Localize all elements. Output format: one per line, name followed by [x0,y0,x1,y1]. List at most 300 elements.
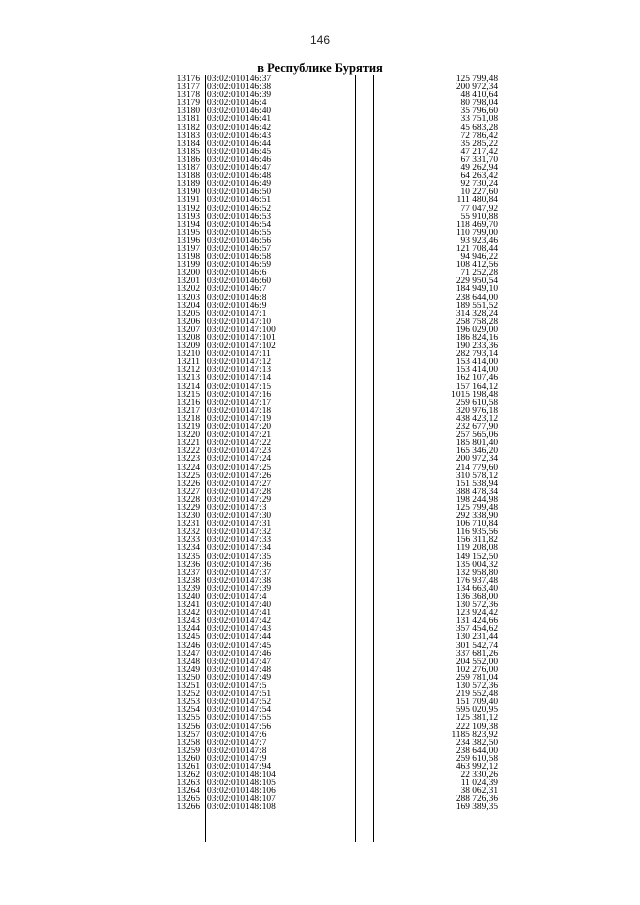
cadastral-value: 438 423,12 [455,414,498,424]
table-row [150,391,500,399]
cadastral-number: 03:02:010147:26 [207,471,272,480]
cadastral-number: 03:02:010146:9 [207,301,267,310]
row-number: 13223 [176,455,200,464]
cadastral-number: 03:02:010146:42 [207,123,272,132]
table-row [150,658,500,666]
row-number: 13204 [176,301,200,310]
cadastral-number: 03:02:010146:46 [207,155,272,165]
cadastral-value: 130 572,36 [455,682,498,691]
page-number: 146 [309,33,331,47]
cadastral-value: 45 683,28 [460,123,498,132]
cadastral-number: 03:02:010147:44 [207,633,272,642]
cadastral-number: 03:02:010147:27 [207,479,272,488]
row-number: 13179 [176,99,200,108]
cadastral-value: 130 231,44 [455,633,498,642]
row-number: 13249 [176,665,200,674]
row-number: 13265 [176,795,200,804]
table-row [150,779,500,787]
row-number: 13266 [176,803,200,812]
cadastral-number: 03:02:010147:101 [207,334,276,343]
row-number: 13198 [176,253,200,262]
row-number: 13231 [176,520,200,529]
row-number: 13193 [176,212,200,221]
cadastral-number: 03:02:010146:54 [207,220,272,229]
cadastral-value: 222 109,38 [455,722,498,731]
row-number: 13181 [176,115,200,124]
cadastral-value: 132 958,80 [455,568,498,577]
cadastral-number: 03:02:010147:5 [207,682,267,691]
table-row [150,528,500,536]
cadastral-table [150,75,500,842]
table-row [150,601,500,609]
cadastral-number: 03:02:010147:38 [207,576,272,585]
table-row [150,706,500,714]
cadastral-value: 77 047,92 [460,204,498,213]
cadastral-value: 196 029,00 [455,325,498,334]
row-number: 13187 [176,164,200,173]
cadastral-number: 03:02:010146:44 [207,139,272,148]
table-row [150,488,500,496]
row-number: 13234 [176,544,200,553]
cadastral-value: 71 252,28 [460,269,498,278]
cadastral-number: 03:02:010147:19 [207,414,272,424]
cadastral-number: 03:02:010146:60 [207,277,272,286]
cadastral-value: 111 480,84 [456,196,498,205]
cadastral-value: 238 644,00 [455,293,498,302]
cadastral-value: 185 801,40 [455,439,498,448]
cadastral-number: 03:02:010147:9 [207,754,267,763]
row-number: 13233 [176,536,200,545]
table-row [150,795,500,803]
table-row [150,261,500,269]
cadastral-number: 03:02:010146:6 [207,269,267,278]
row-number: 13206 [176,317,200,326]
table-row [150,431,500,439]
cadastral-number: 03:02:010147:40 [207,601,272,610]
row-number: 13196 [176,236,200,245]
table-row [150,698,500,706]
cadastral-value: 314 328,24 [455,309,498,318]
cadastral-number: 03:02:010146:43 [207,131,272,140]
cadastral-number: 03:02:010146:57 [207,244,272,254]
row-number: 13214 [176,382,200,391]
cadastral-number: 03:02:010147:4 [207,593,267,602]
cadastral-number: 03:02:010146:45 [207,147,272,156]
cadastral-value: 125 799,48 [455,75,498,84]
region-title: в Республике Бурятия [257,61,383,75]
table-row [150,318,500,326]
cadastral-value: 55 910,88 [460,212,498,221]
cadastral-number: 03:02:010147:15 [207,382,272,391]
row-number: 13252 [176,690,200,699]
row-number: 13238 [176,576,200,585]
table-row [150,83,500,91]
table-row [150,75,500,83]
table-row [150,504,500,512]
cadastral-number: 03:02:010147:34 [207,544,272,553]
row-number: 13236 [176,560,200,569]
cadastral-number: 03:02:010147:94 [207,762,272,772]
table-row [150,326,500,334]
row-number: 13235 [176,552,200,561]
cadastral-value: 153 414,00 [455,358,498,367]
cadastral-number: 03:02:010147:1 [207,309,267,318]
table-row [150,148,500,156]
cadastral-number: 03:02:010146:49 [207,180,272,189]
cadastral-value: 80 798,04 [460,99,498,108]
cadastral-number: 03:02:010147:35 [207,552,272,561]
table-row [150,617,500,625]
row-number: 13221 [176,439,200,448]
row-number: 13250 [176,673,200,683]
cadastral-value: 1015 198,48 [451,390,498,399]
row-number: 13192 [176,204,200,213]
cadastral-number: 03:02:010147:3 [207,503,267,513]
cadastral-number: 03:02:010147:8 [207,746,267,755]
cadastral-number: 03:02:010146:38 [207,83,272,92]
table-row [150,188,500,196]
cadastral-value: 292 338,90 [455,512,498,521]
cadastral-number: 03:02:010147:47 [207,657,272,666]
cadastral-number: 03:02:010147:11 [207,350,271,359]
table-row [150,334,500,342]
cadastral-number: 03:02:010146:47 [207,164,272,173]
cadastral-number: 03:02:010147:17 [207,398,272,407]
table-row [150,569,500,577]
cadastral-number: 03:02:010147:30 [207,512,272,521]
cadastral-value: 190 233,36 [455,342,498,351]
cadastral-value: 116 935,56 [456,528,498,537]
cadastral-number: 03:02:010147:25 [207,463,272,472]
row-number: 13216 [176,398,200,407]
cadastral-value: 134 663,40 [455,584,498,593]
row-number: 13247 [176,649,200,658]
cadastral-number: 03:02:010147:29 [207,495,272,504]
row-number: 13217 [176,406,200,415]
cadastral-value: 232 677,90 [455,423,498,432]
cadastral-number: 03:02:010147:20 [207,423,272,432]
table-row [150,739,500,747]
cadastral-number: 03:02:010147:13 [207,366,272,375]
row-number: 13186 [176,155,200,165]
table-row [150,350,500,358]
table-row [150,763,500,771]
table-row [150,140,500,148]
row-number: 13194 [176,220,200,229]
table-row [150,196,500,204]
cadastral-number: 03:02:010146:41 [207,115,272,124]
cadastral-number: 03:02:010147:42 [207,617,272,626]
cadastral-value: 186 824,16 [455,334,498,343]
table-row [150,553,500,561]
table-row [150,650,500,658]
cadastral-number: 03:02:010147:10 [207,317,272,326]
cadastral-value: 135 004,32 [455,560,498,569]
cadastral-number: 03:02:010146:4 [207,99,267,108]
cadastral-value: 123 924,42 [455,609,498,618]
table-row [150,496,500,504]
cadastral-value: 119 208,08 [456,544,498,553]
cadastral-number: 03:02:010148:104 [207,771,276,780]
cadastral-value: 259 781,04 [455,673,498,683]
row-number: 13262 [176,771,200,780]
cadastral-number: 03:02:010146:53 [207,212,272,221]
table-row [150,480,500,488]
row-number: 13246 [176,641,200,650]
row-number: 13240 [176,593,200,602]
cadastral-value: 214 779,60 [455,463,498,472]
row-number: 13261 [176,762,200,772]
cadastral-number: 03:02:010147:24 [207,455,272,464]
cadastral-value: 11 024,39 [460,779,498,788]
table-row [150,205,500,213]
row-number: 13195 [176,228,200,237]
row-number: 13220 [176,431,200,440]
table-row [150,358,500,366]
cadastral-value: 189 551,52 [455,301,498,310]
cadastral-number: 03:02:010147:32 [207,528,272,537]
cadastral-grid [150,75,500,812]
cadastral-number: 03:02:010146:50 [207,188,272,197]
cadastral-value: 118 469,70 [456,220,498,229]
row-number: 13185 [176,147,200,156]
row-number: 13191 [176,196,200,205]
row-number: 13224 [176,463,200,472]
cadastral-number: 03:02:010147:23 [207,447,272,456]
row-number: 13225 [176,471,200,480]
cadastral-number: 03:02:010146:7 [207,285,267,294]
cadastral-value: 257 565,06 [455,431,498,440]
cadastral-number: 03:02:010147:56 [207,722,272,731]
row-number: 13207 [176,325,200,334]
cadastral-value: 35 796,60 [460,107,498,116]
cadastral-value: 33 751,08 [460,115,498,124]
table-row [150,512,500,520]
cadastral-number: 03:02:010146:37 [207,75,272,84]
table-row [150,747,500,755]
row-number: 13219 [176,423,200,432]
row-number: 13230 [176,512,200,521]
cadastral-value: 49 262,94 [460,164,498,173]
row-number: 13227 [176,487,200,496]
cadastral-value: 35 285,22 [460,139,498,148]
row-number: 13205 [176,309,200,318]
row-number: 13189 [176,180,200,189]
row-number: 13237 [176,568,200,577]
cadastral-value: 48 410,64 [460,91,498,100]
row-number: 13248 [176,657,200,666]
row-number: 13180 [176,107,200,116]
table-row [150,447,500,455]
table-row [150,245,500,253]
cadastral-value: 238 644,00 [455,746,498,755]
cadastral-number: 03:02:010147:48 [207,665,272,674]
cadastral-value: 357 454,62 [455,625,498,634]
cadastral-number: 03:02:010147:28 [207,487,272,496]
cadastral-value: 157 164,12 [455,382,498,391]
row-number: 13222 [176,447,200,456]
cadastral-number: 03:02:010146:55 [207,228,272,237]
cadastral-value: 93 923,46 [460,236,498,245]
cadastral-value: 136 368,00 [455,593,498,602]
cadastral-value: 149 152,50 [455,552,498,561]
cadastral-number: 03:02:010147:12 [207,358,272,367]
table-row [150,755,500,763]
cadastral-value: 301 542,74 [455,641,498,650]
table-row [150,415,500,423]
cadastral-number: 03:02:010147:55 [207,714,272,723]
cadastral-number: 03:02:010146:48 [207,172,272,181]
table-row [150,714,500,722]
table-row [150,593,500,601]
row-number: 13228 [176,495,200,504]
cadastral-value: 229 950,54 [455,277,498,286]
table-row [150,407,500,415]
row-number: 13243 [176,617,200,626]
cadastral-value: 184 949,10 [455,285,498,294]
cadastral-value: 162 107,46 [455,374,498,383]
cadastral-number: 03:02:010147:54 [207,706,272,715]
cadastral-value: 200 972,34 [455,83,498,92]
row-number: 13211 [176,358,200,367]
table-row [150,91,500,99]
table-row [150,172,500,180]
row-number: 13245 [176,633,200,642]
cadastral-number: 03:02:010147:51 [207,690,272,699]
row-number: 13177 [176,83,200,92]
table-row [150,302,500,310]
table-row [150,439,500,447]
table-row [150,374,500,382]
row-number: 13254 [176,706,200,715]
cadastral-value: 72 786,42 [460,131,498,140]
cadastral-value: 108 412,56 [455,261,498,270]
cadastral-value: 92 730,24 [460,180,498,189]
cadastral-value: 388 478,34 [455,487,498,496]
row-number: 13208 [176,334,200,343]
table-row [150,771,500,779]
cadastral-value: 94 946,22 [460,253,498,262]
cadastral-value: 259 610,58 [455,754,498,763]
table-row [150,690,500,698]
cadastral-value: 110 799,00 [456,228,498,237]
table-row [150,213,500,221]
cadastral-number: 03:02:010147:22 [207,439,272,448]
row-number: 13183 [176,131,200,140]
table-row [150,731,500,739]
table-row [150,253,500,261]
row-number: 13260 [176,754,200,763]
cadastral-value: 234 382,50 [455,738,498,747]
row-number: 13182 [176,123,200,132]
cadastral-value: 337 681,26 [455,649,498,658]
row-number: 13190 [176,188,200,197]
row-number: 13258 [176,738,200,747]
row-number: 13200 [176,269,200,278]
cadastral-number: 03:02:010146:39 [207,91,272,100]
cadastral-number: 03:02:010146:51 [207,196,272,205]
cadastral-number: 03:02:010148:105 [207,779,276,788]
cadastral-value: 125 799,48 [455,503,498,513]
table-row [150,609,500,617]
cadastral-value: 130 572,36 [455,601,498,610]
cadastral-value: 67 331,70 [460,155,498,165]
cadastral-value: 259 610,58 [455,398,498,407]
table-row [150,682,500,690]
cadastral-number: 03:02:010147:52 [207,698,272,707]
table-row [150,464,500,472]
row-number: 13244 [176,625,200,634]
row-number: 13199 [176,261,200,270]
cadastral-number: 03:02:010146:40 [207,107,272,116]
cadastral-number: 03:02:010147:31 [207,520,272,529]
table-row [150,124,500,132]
cadastral-value: 198 244,98 [455,495,498,504]
cadastral-value: 219 552,48 [455,690,498,699]
table-row [150,585,500,593]
cadastral-value: 200 972,34 [455,455,498,464]
table-row [150,99,500,107]
row-number: 13197 [176,244,200,254]
cadastral-value: 320 976,18 [455,406,498,415]
row-number: 13218 [176,414,200,424]
table-row [150,642,500,650]
cadastral-number: 03:02:010147:49 [207,673,272,683]
cadastral-number: 03:02:010147:46 [207,649,272,658]
table-row [150,787,500,795]
cadastral-value: 10 227,60 [460,188,498,197]
cadastral-value: 176 937,48 [455,576,498,585]
table-row [150,156,500,164]
cadastral-value: 47 217,42 [460,147,498,156]
cadastral-number: 03:02:010148:107 [207,795,276,804]
row-number: 13264 [176,787,200,796]
table-row [150,455,500,463]
row-number: 13253 [176,698,200,707]
cadastral-number: 03:02:010147:33 [207,536,272,545]
cadastral-value: 258 758,28 [455,317,498,326]
cadastral-number: 03:02:010148:108 [207,803,276,812]
row-number: 13229 [176,503,200,513]
cadastral-number: 03:02:010147:16 [207,390,272,399]
row-number: 13184 [176,139,200,148]
table-row [150,237,500,245]
cadastral-number: 03:02:010148:106 [207,787,276,796]
table-row [150,520,500,528]
row-number: 13226 [176,479,200,488]
cadastral-value: 64 263,42 [460,172,498,181]
cadastral-value: 1185 823,92 [451,730,498,739]
table-row [150,544,500,552]
table-row [150,342,500,350]
cadastral-value: 121 708,44 [455,244,498,254]
cadastral-value: 102 276,00 [455,665,498,674]
table-row [150,383,500,391]
table-row [150,803,500,811]
cadastral-number: 03:02:010146:52 [207,204,272,213]
table-row [150,399,500,407]
row-number: 13259 [176,746,200,755]
cadastral-value: 151 709,40 [455,698,498,707]
table-row [150,666,500,674]
row-number: 13239 [176,584,200,593]
cadastral-number: 03:02:010146:56 [207,236,272,245]
row-number: 13241 [176,601,200,610]
cadastral-number: 03:02:010147:21 [207,431,272,440]
cadastral-value: 38 062,31 [460,787,498,796]
table-row [150,577,500,585]
table-row [150,285,500,293]
